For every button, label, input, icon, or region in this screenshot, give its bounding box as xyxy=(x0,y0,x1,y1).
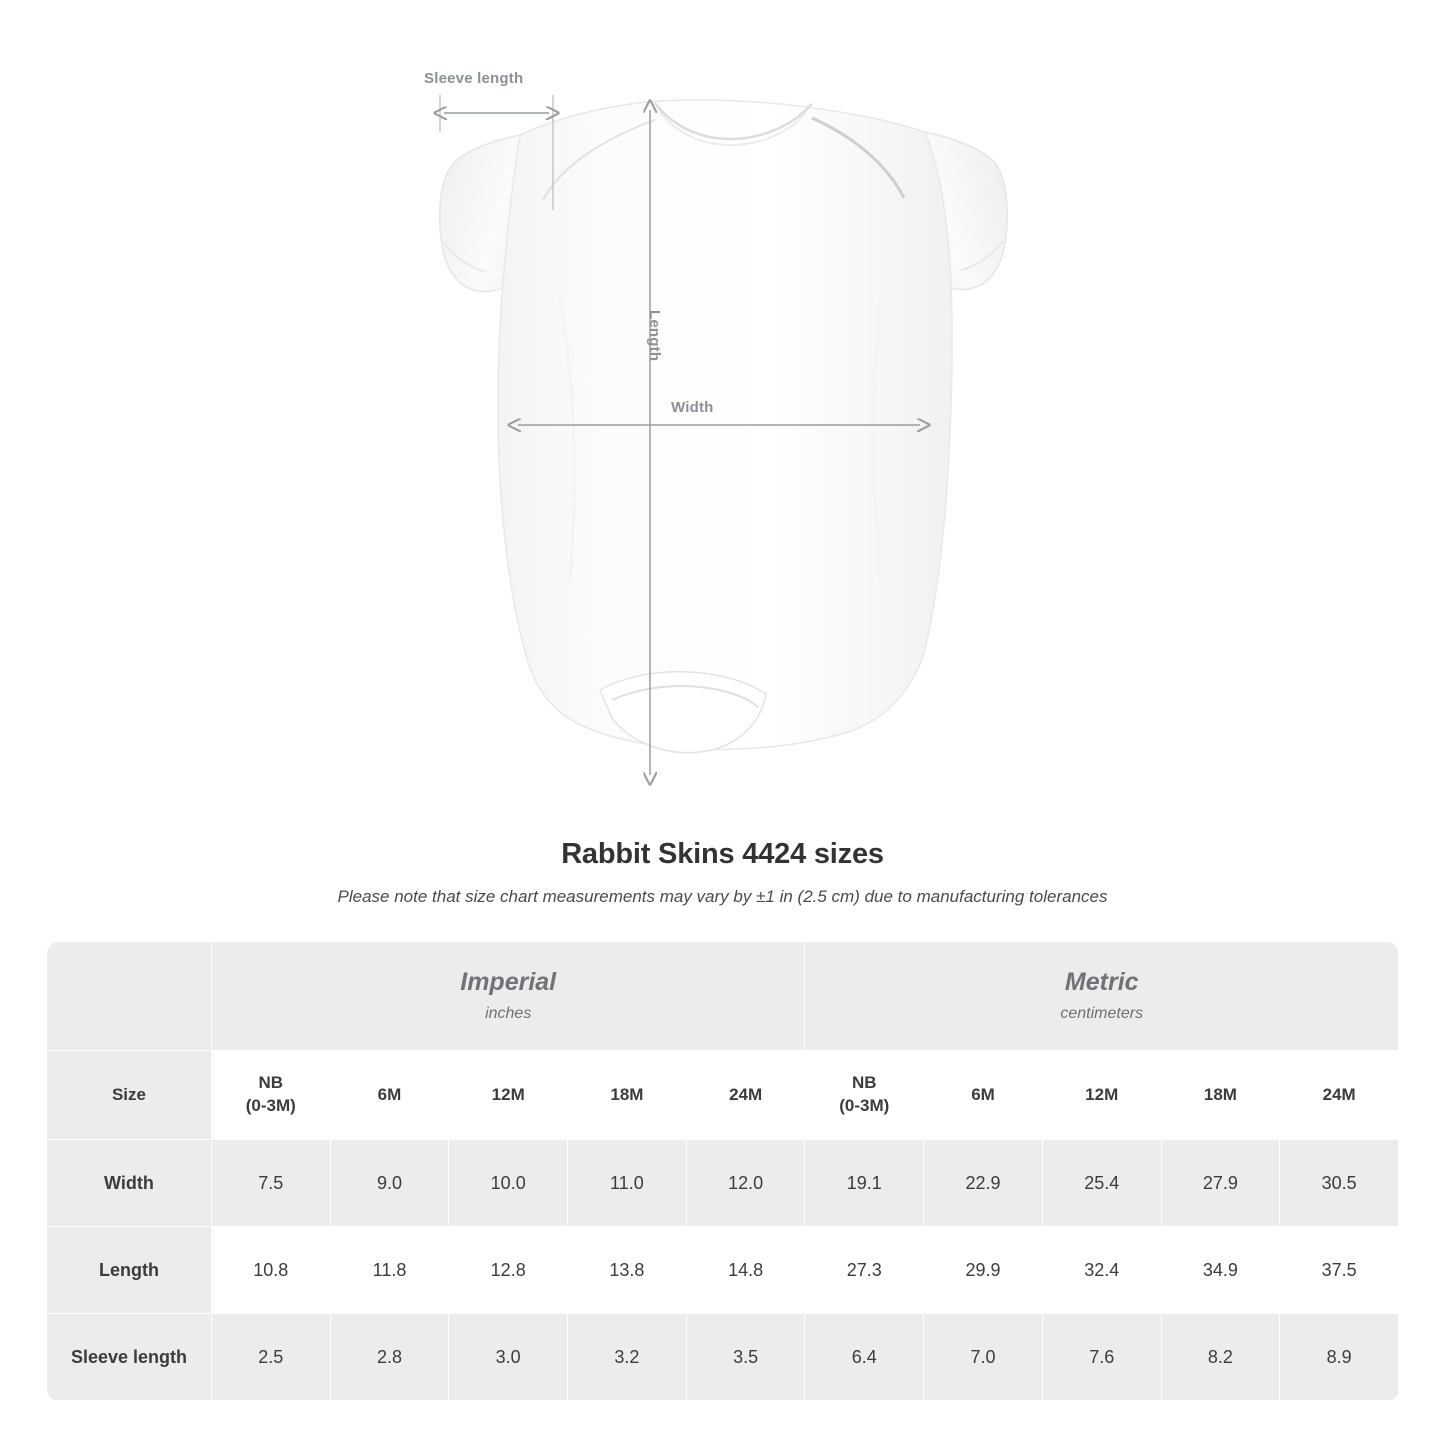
cell-length-7: 32.4 xyxy=(1042,1227,1161,1314)
size-header-col-5 xyxy=(805,1051,924,1140)
cell-width-0: 7.5 xyxy=(211,1140,330,1227)
cell-length-8: 34.9 xyxy=(1161,1227,1280,1314)
cell-length-0: 10.8 xyxy=(211,1227,330,1314)
cell-length-6: 29.9 xyxy=(924,1227,1043,1314)
title-block xyxy=(0,838,1445,907)
unit-group-imperial-sub: inches xyxy=(485,1004,532,1022)
row-label-sleeve-length: Sleeve length xyxy=(47,1314,212,1401)
unit-group-metric-name: Metric xyxy=(1064,968,1139,997)
size-header-col-5-sub: (0-3M) xyxy=(839,1096,890,1115)
size-header-col-1: 6M xyxy=(330,1051,449,1140)
cell-sleeve-5: 6.4 xyxy=(805,1314,924,1401)
size-header-col-9: 24M xyxy=(1280,1051,1399,1140)
cell-width-9: 30.5 xyxy=(1280,1140,1399,1227)
unit-group-metric-sub: centimeters xyxy=(1060,1004,1144,1022)
size-header-col-7: 12M xyxy=(1042,1051,1161,1140)
unit-group-imperial xyxy=(211,942,805,1051)
cell-sleeve-9: 8.9 xyxy=(1280,1314,1399,1401)
page-title: Rabbit Skins 4424 sizes xyxy=(561,838,884,870)
row-label-length: Length xyxy=(47,1227,212,1314)
width-diagram-label: Width xyxy=(671,399,714,416)
cell-length-3: 13.8 xyxy=(568,1227,687,1314)
size-header-col-8: 18M xyxy=(1161,1051,1280,1140)
size-header-col-6: 6M xyxy=(924,1051,1043,1140)
cell-width-5: 19.1 xyxy=(805,1140,924,1227)
sleeve-length-diagram-label: Sleeve length xyxy=(424,70,524,87)
cell-width-1: 9.0 xyxy=(330,1140,449,1227)
cell-width-7: 25.4 xyxy=(1042,1140,1161,1227)
size-header-col-3: 18M xyxy=(568,1051,687,1140)
size-header-col-0-size: NB xyxy=(258,1073,284,1093)
cell-length-1: 11.8 xyxy=(330,1227,449,1314)
size-header-row xyxy=(47,1051,1399,1140)
cell-length-5: 27.3 xyxy=(805,1227,924,1314)
unit-group-imperial-name: Imperial xyxy=(460,968,557,997)
cell-width-3: 11.0 xyxy=(568,1140,687,1227)
cell-sleeve-1: 2.8 xyxy=(330,1314,449,1401)
size-header-col-4: 24M xyxy=(686,1051,805,1140)
row-label-width: Width xyxy=(47,1140,212,1227)
cell-sleeve-8: 8.2 xyxy=(1161,1314,1280,1401)
length-diagram-label: Length xyxy=(646,310,663,362)
unit-header-spacer xyxy=(47,942,212,1051)
size-header-label: Size xyxy=(47,1051,212,1140)
cell-sleeve-3: 3.2 xyxy=(568,1314,687,1401)
size-header-col-5-size: NB xyxy=(852,1073,877,1093)
cell-width-4: 12.0 xyxy=(686,1140,805,1227)
size-header-col-0-sub: (0-3M) xyxy=(245,1096,296,1115)
size-chart-table xyxy=(46,941,1399,1401)
tolerance-note: Please note that size chart measurements may vary by ±1 in (2.5 cm) due to manufacturing tolerances xyxy=(337,887,1108,906)
cell-length-9: 37.5 xyxy=(1280,1227,1399,1314)
cell-width-6: 22.9 xyxy=(924,1140,1043,1227)
table-row xyxy=(47,1314,1399,1401)
table-row xyxy=(47,1140,1399,1227)
cell-sleeve-6: 7.0 xyxy=(924,1314,1043,1401)
size-chart-table-wrapper xyxy=(46,941,1399,1401)
size-header-col-0 xyxy=(211,1051,330,1140)
table-row xyxy=(47,1227,1399,1314)
cell-width-8: 27.9 xyxy=(1161,1140,1280,1227)
cell-sleeve-2: 3.0 xyxy=(449,1314,568,1401)
cell-width-2: 10.0 xyxy=(449,1140,568,1227)
unit-header-row xyxy=(47,942,1399,1051)
cell-sleeve-4: 3.5 xyxy=(686,1314,805,1401)
unit-group-metric xyxy=(805,942,1399,1051)
size-header-col-2: 12M xyxy=(449,1051,568,1140)
cell-sleeve-7: 7.6 xyxy=(1042,1314,1161,1401)
cell-length-4: 14.8 xyxy=(686,1227,805,1314)
cell-sleeve-0: 2.5 xyxy=(211,1314,330,1401)
cell-length-2: 12.8 xyxy=(449,1227,568,1314)
